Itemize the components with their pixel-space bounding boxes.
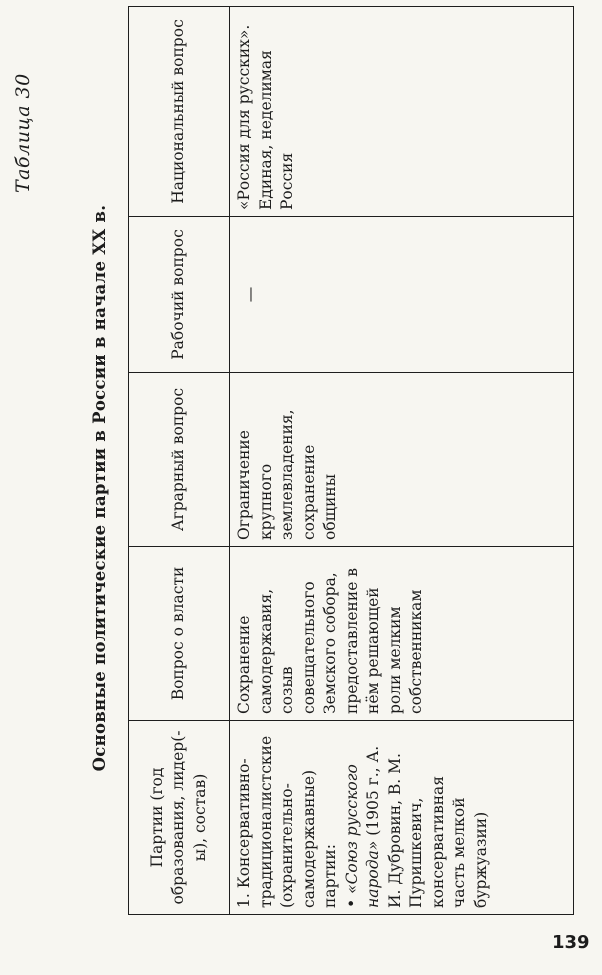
cell-power: Сохранение самодержавия, созыв совещательного Земского собора, предоставление в нём решающей роли мелким собственникам: [230, 547, 574, 721]
party-details: (1905 г., А. И. Дубровин, В. М. Пуришкевич, консервативная часть мелкой буржуазии): [364, 745, 490, 908]
table-row: [230, 7, 574, 915]
header-agrarian: Аграрный вопрос: [129, 373, 230, 547]
bullet: •: [342, 898, 361, 908]
party-name: «Союз русского народа»: [342, 764, 382, 908]
header-national: Национальный вопрос: [129, 7, 230, 217]
party-category: 1. Консервативно-традиционалистские (охранительно-самодержавные) партии:: [235, 735, 339, 908]
parties-table: [128, 6, 574, 915]
header-power: Вопрос о власти: [129, 547, 230, 721]
header-labor: Рабочий вопрос: [129, 217, 230, 373]
cell-labor: —: [230, 217, 574, 373]
header-row: [129, 7, 230, 915]
page-number: 139: [552, 932, 590, 953]
table-title: Основные политические партии в России в начале XX в.: [90, 204, 109, 772]
cell-party: [230, 721, 574, 915]
header-parties: Партии (год образования, лидер(-ы), состав): [129, 721, 230, 915]
cell-national: «Россия для русских». Единая, неделимая Россия: [230, 7, 574, 217]
cell-agrarian: Ограничение крупного землевладения, сохранение общины: [230, 373, 574, 547]
table-caption: Таблица 30: [12, 73, 34, 193]
